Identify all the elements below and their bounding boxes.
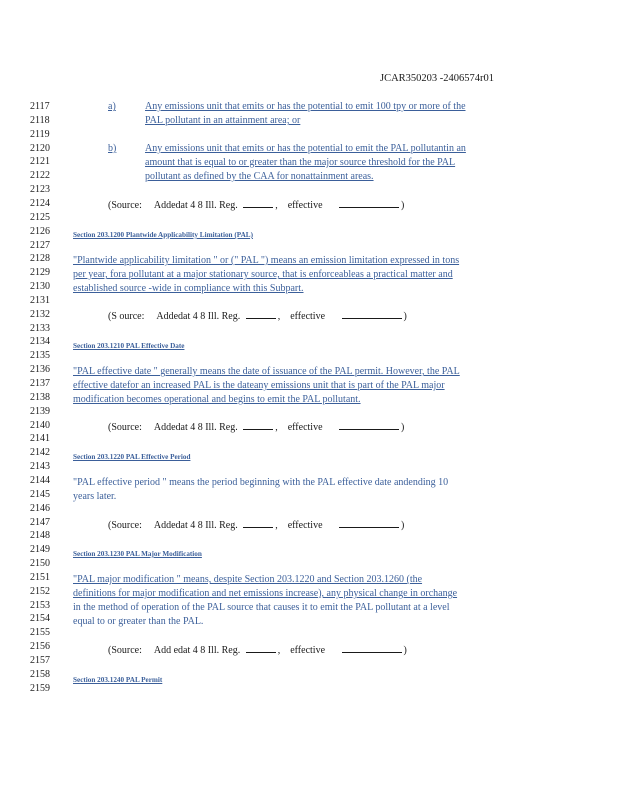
document-id-header: JCAR350203 -2406574r01: [380, 73, 495, 84]
line-number: 2134: [30, 336, 50, 348]
line-number: 2142: [30, 447, 50, 459]
line-number: 2146: [30, 502, 50, 514]
line-number: 2123: [30, 184, 50, 196]
line-number: 2158: [30, 668, 50, 680]
line-number: 2133: [30, 322, 50, 334]
line-number: 2152: [30, 585, 50, 597]
paragraph-1-line-3: established source -wide in compliance with this Subpart.: [73, 283, 304, 294]
effective-date-blank: [339, 518, 399, 528]
item-a-line-2: PAL pollutant in an attainment area; or: [145, 115, 301, 126]
effective-date-blank: [342, 643, 402, 653]
paragraph-4-line-2: definitions for major modification and net emissions increase), any physical change in orchange: [73, 588, 458, 599]
source-close: ): [403, 311, 407, 322]
line-number: 2131: [30, 294, 50, 306]
line-number: 2139: [30, 405, 50, 417]
section-heading-1200: Section 203.1200 Plantwide Applicability Limitation (PAL): [73, 231, 253, 239]
register-blank: [246, 643, 276, 653]
line-number: 2141: [30, 433, 50, 445]
item-b-line-1: Any emissions unit that emits or has the potential to emit the PAL pollutantin an: [145, 143, 466, 154]
register-blank: [243, 518, 273, 528]
line-number: 2138: [30, 391, 50, 403]
source-label: (S ource:: [108, 311, 145, 322]
paragraph-2-line-1: "PAL effective date " generally means the date of issuance of the PAL permit. However, the PAL: [73, 366, 460, 377]
line-number: 2159: [30, 682, 50, 694]
line-number: 2144: [30, 474, 50, 486]
source-close: ): [403, 645, 407, 656]
paragraph-2-line-3: modification becomes operational and begins to emit the PAL pollutant.: [73, 394, 361, 405]
line-number: 2130: [30, 281, 50, 292]
line-number: 2122: [30, 170, 50, 182]
source-label: (Source:: [108, 645, 142, 656]
line-number: 2145: [30, 488, 50, 500]
line-number: 2118: [30, 114, 50, 126]
paragraph-3-line-1: "PAL effective period " means the period beginning with the PAL effective date andending 10: [73, 477, 449, 488]
line-number: 2157: [30, 655, 50, 666]
source-text: Addedat 4 8 Ill. Reg.: [153, 200, 238, 211]
source-label: (Source:: [108, 520, 142, 531]
source-close: ): [401, 200, 405, 211]
section-heading-1210: Section 203.1210 PAL Effective Date: [73, 342, 185, 350]
item-a-line-1: Any emissions unit that emits or has the potential to emit 100 tpy or more of the: [145, 101, 466, 112]
item-b-label: b): [108, 143, 117, 154]
line-number: 2129: [30, 267, 50, 279]
paragraph-4-line-4: equal to or greater than the PAL.: [73, 616, 204, 627]
source-effective: effective: [290, 645, 326, 656]
line-number: 2126: [30, 225, 50, 237]
paragraph-4-line-1: "PAL major modification " means, despite Section 203.1220 and Section 203.1260 (the: [73, 574, 423, 585]
source-text: Addedat 4 8 Ill. Reg.: [153, 422, 238, 433]
source-text: Add edat 4 8 Ill. Reg.: [153, 645, 241, 656]
source-effective: effective: [287, 520, 323, 531]
source-comma: ,: [277, 311, 281, 322]
line-number: 2155: [30, 627, 50, 639]
line-number: 2127: [30, 239, 50, 251]
source-note-2: [108, 309, 407, 323]
source-note-5: [108, 643, 407, 657]
source-comma: ,: [277, 645, 281, 656]
line-number: 2137: [30, 378, 50, 389]
line-number: 2151: [30, 571, 50, 583]
line-number: 2153: [30, 599, 50, 611]
section-heading-1230: Section 203.1230 PAL Major Modification: [73, 550, 202, 558]
line-number: 2150: [30, 558, 50, 569]
paragraph-1-line-1: "Plantwide applicability limitation " or (" PAL ") means an emission limitation expressed in tons: [73, 255, 460, 266]
line-number: 2143: [30, 461, 50, 473]
line-number: 2132: [30, 308, 50, 320]
source-comma: ,: [275, 422, 278, 433]
source-comma: ,: [275, 200, 278, 211]
source-text: Addedat 4 8 Ill. Reg.: [156, 311, 241, 322]
source-text: Addedat 4 8 Ill. Reg.: [153, 520, 238, 531]
register-blank: [246, 309, 276, 319]
source-close: ): [401, 422, 405, 433]
line-number: 2149: [30, 544, 50, 556]
source-label: (Source:: [108, 422, 142, 433]
line-number: 2125: [30, 211, 50, 223]
line-number: 2124: [30, 197, 50, 209]
register-blank: [243, 420, 273, 430]
register-blank: [243, 198, 273, 208]
source-close: ): [401, 520, 405, 531]
paragraph-1-line-2: per year, fora pollutant at a major stationary source, that is enforceableas a practical matter and: [73, 269, 453, 280]
line-number: 2147: [30, 516, 50, 528]
effective-date-blank: [339, 198, 399, 208]
item-b-line-2: amount that is equal to or greater than the major source threshold for the PAL: [145, 157, 456, 168]
effective-date-blank: [342, 309, 402, 319]
paragraph-3-line-2: years later.: [73, 491, 117, 502]
line-number: 2156: [30, 641, 50, 653]
section-heading-1220: Section 203.1220 PAL Effective Period: [73, 453, 191, 461]
paragraph-4-line-3: in the method of operation of the PAL source that causes it to emit the PAL pollutant at a level: [73, 602, 450, 613]
line-number: 2121: [30, 156, 50, 168]
source-note-1: [108, 198, 404, 212]
paragraph-2-line-2: effective datefor an increased PAL is the dateany emissions unit that is part of the PAL major: [73, 380, 445, 391]
source-note-4: [108, 518, 404, 532]
effective-date-blank: [339, 420, 399, 430]
source-note-3: [108, 420, 404, 434]
line-number: 2120: [30, 142, 50, 154]
line-number: 2128: [30, 253, 50, 265]
line-number: 2119: [30, 128, 50, 140]
source-comma: ,: [275, 520, 278, 531]
item-b-line-3: pollutant as defined by the CAA for nonattainment areas.: [145, 171, 374, 182]
section-heading-1240: Section 203.1240 PAL Permit: [73, 676, 163, 684]
line-number: 2140: [30, 419, 50, 431]
item-a-label: a): [108, 101, 116, 112]
line-number: 2148: [30, 530, 50, 542]
line-number: 2136: [30, 364, 50, 376]
line-number: 2117: [30, 101, 50, 112]
source-label: (Source:: [108, 200, 142, 211]
source-effective: effective: [287, 200, 323, 211]
source-effective: effective: [290, 311, 326, 322]
line-number: 2154: [30, 613, 50, 625]
line-number: 2135: [30, 350, 50, 362]
source-effective: effective: [287, 422, 323, 433]
